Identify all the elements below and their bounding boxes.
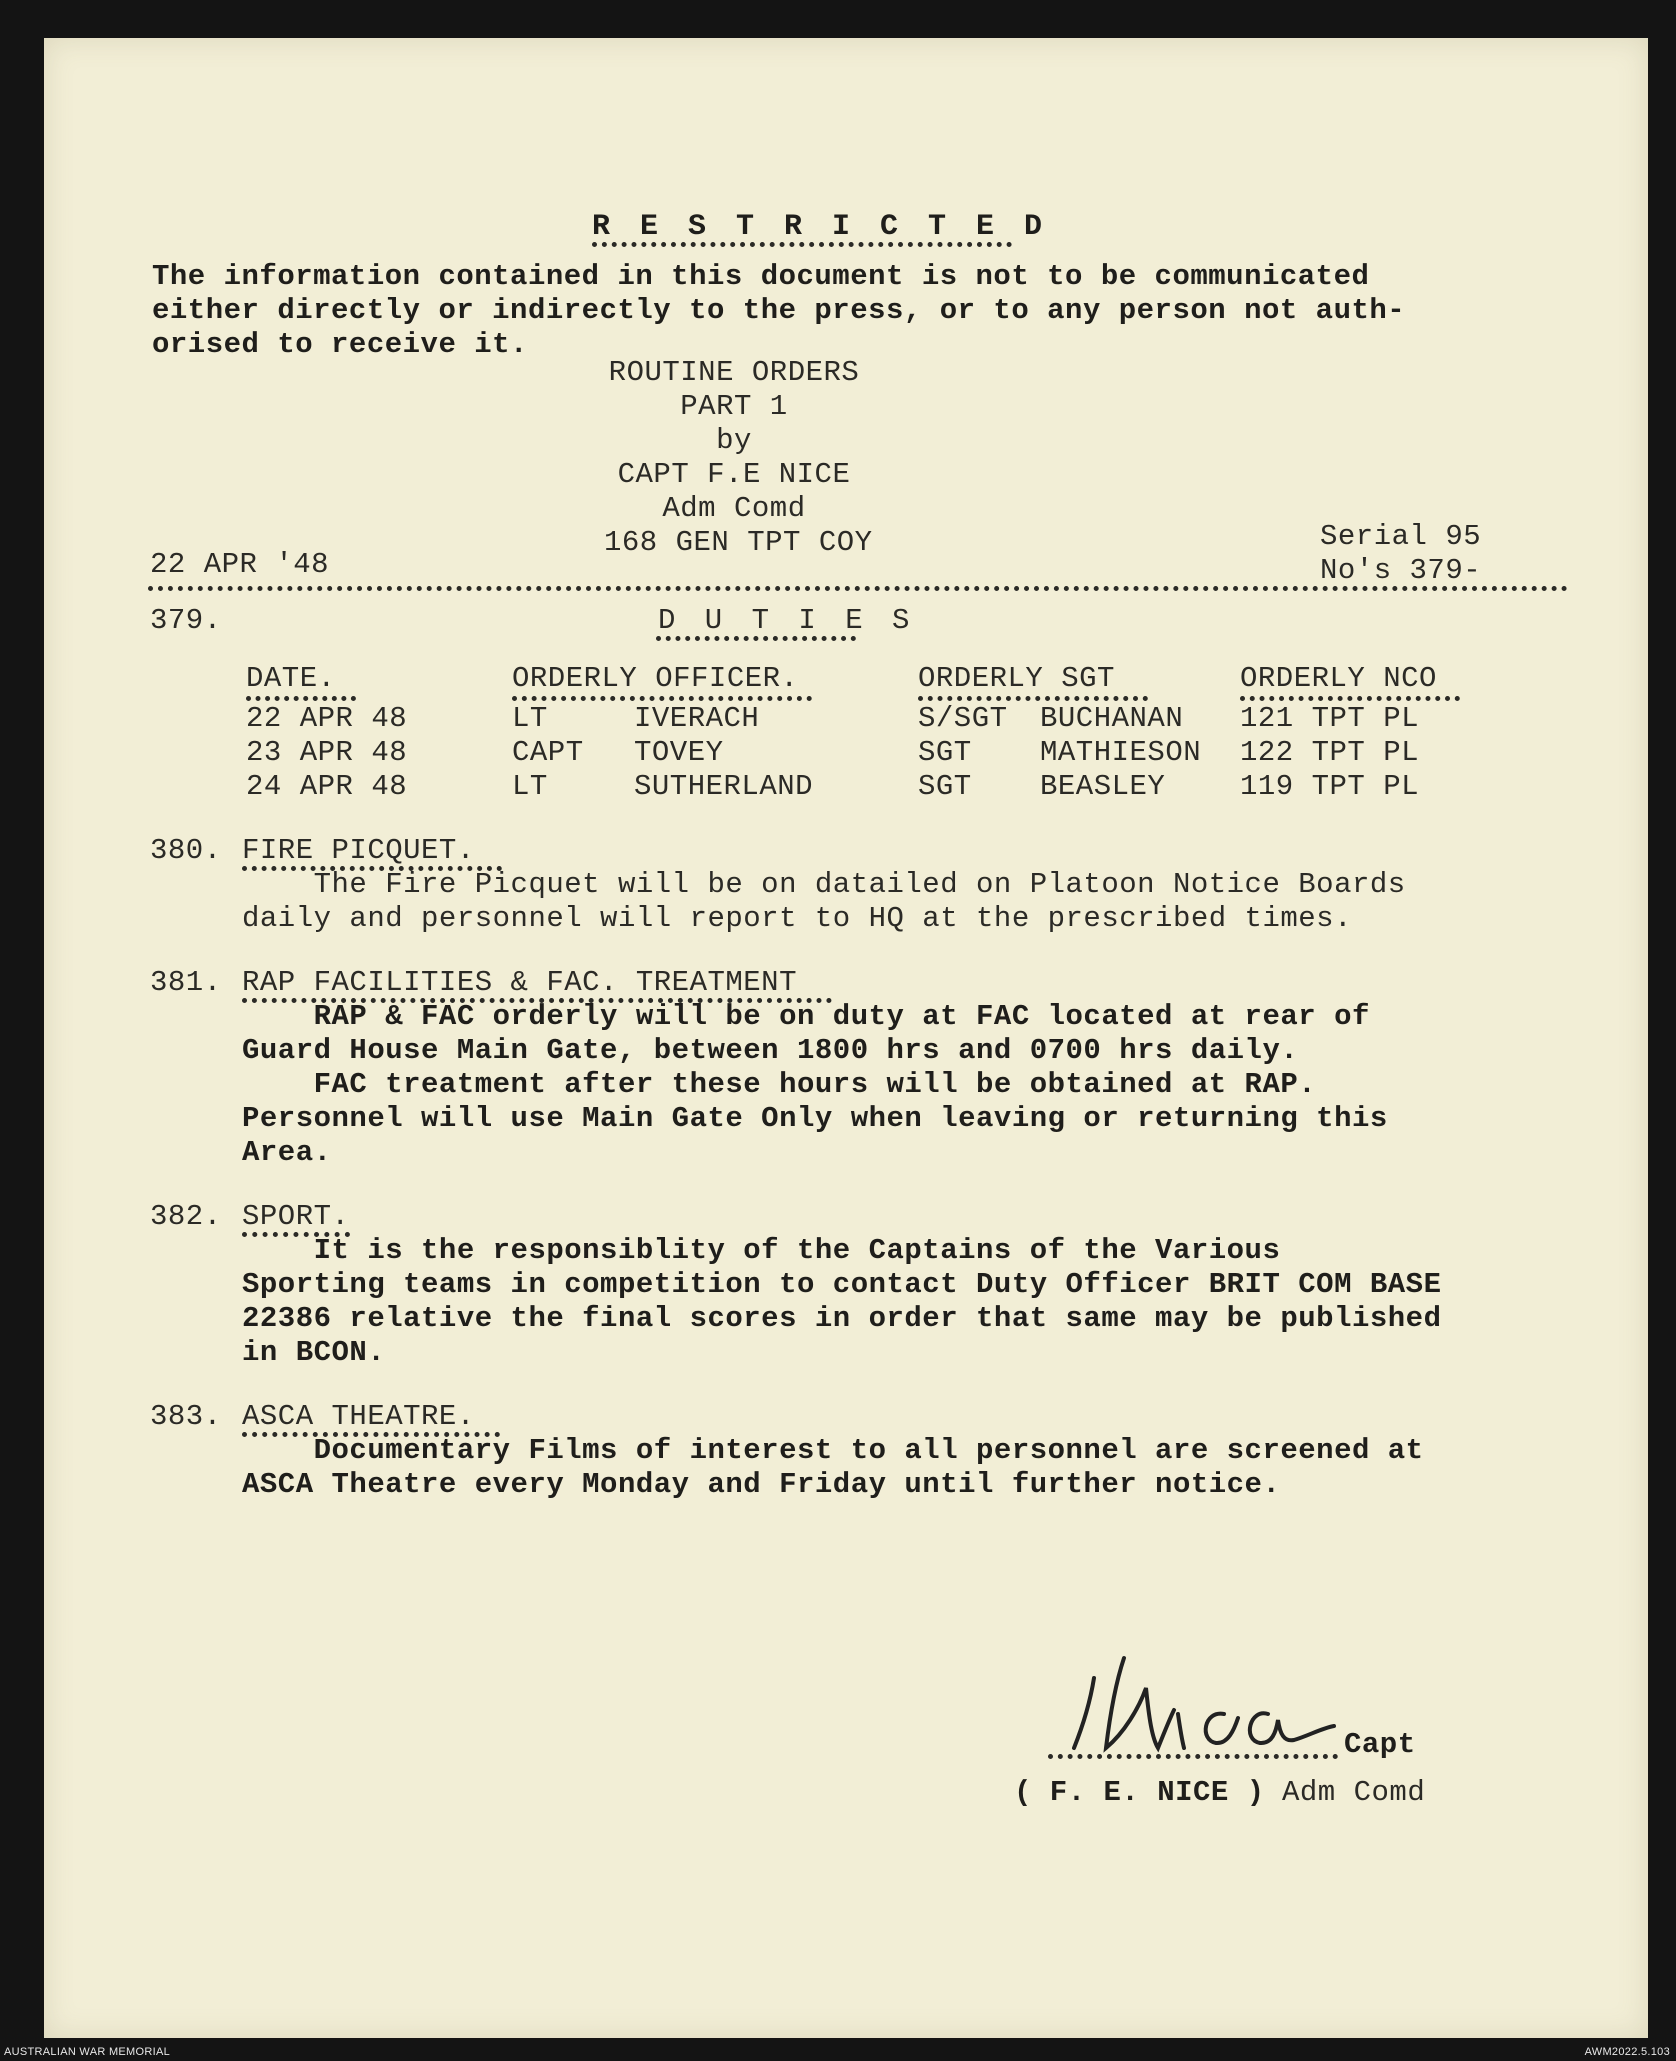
duty-officer-rank: LT [512,702,548,735]
duty-sgt-rank: S/SGT [918,702,1008,735]
item-heading-fire-picquet: FIRE PICQUET. [242,834,475,867]
order-date: 22 APR '48 [150,548,330,581]
item-text-line: Sporting teams in competition to contact Duty Officer BRIT COM BASE [242,1268,1442,1301]
signatory-appointment: Adm Comd [1282,1776,1426,1809]
title-routine-orders: ROUTINE ORDERS [608,356,860,389]
duty-date: 24 APR 48 [246,770,408,803]
title-unit: 168 GEN TPT COY [604,526,873,559]
item-heading-asca-theatre: ASCA THEATRE. [242,1400,475,1433]
item-text-line: FAC treatment after these hours will be obtained at RAP. [242,1068,1317,1101]
duty-sgt-name: BEASLEY [1040,770,1166,803]
item-number-379: 379. [150,604,222,637]
duty-nco: 119 TPT PL [1240,770,1420,803]
item-text-line: Guard House Main Gate, between 1800 hrs and 0700 hrs daily. [242,1034,1299,1067]
duty-date: 23 APR 48 [246,736,408,769]
column-underline-nco [1240,696,1460,701]
title-commander: CAPT F.E NICE [617,458,851,491]
archive-reference: AWM2022.5.103 [1584,2046,1670,2058]
item-heading-rap-facilities: RAP FACILITIES & FAC. TREATMENT [242,966,797,999]
warning-line-1: The information contained in this document is not to be communicated [152,260,1370,293]
duty-nco: 121 TPT PL [1240,702,1420,735]
signatory-name: ( F. E. NICE ) [1014,1776,1265,1809]
item-number-380: 380. [150,834,222,867]
item-text-line: ASCA Theatre every Monday and Friday until further notice. [242,1468,1281,1501]
item-text-line: Documentary Films of interest to all personnel are screened at [242,1434,1424,1467]
title-by: by [716,424,752,457]
duty-officer-rank: LT [512,770,548,803]
duty-date: 22 APR 48 [246,702,408,735]
handwritten-signature [1054,1648,1354,1768]
item-number-383: 383. [150,1400,222,1433]
serial-number: Serial 95 [1320,520,1482,553]
duty-sgt-name: BUCHANAN [1040,702,1184,735]
title-appointment: Adm Comd [662,492,806,525]
item-text-line: Personnel will use Main Gate Only when leaving or returning this [242,1102,1388,1135]
document-sheet [44,38,1648,2038]
title-part: PART 1 [680,390,788,423]
item-text-line: daily and personnel will report to HQ at the prescribed times. [242,902,1352,935]
column-header-orderly-officer: ORDERLY OFFICER. [512,662,799,695]
classification-underline [592,242,1012,247]
signature-line [1048,1754,1338,1759]
column-underline-date [246,696,356,701]
warning-line-2: either directly or indirectly to the press, or to any person not auth- [152,294,1406,327]
item-text-line: RAP & FAC orderly will be on duty at FAC located at rear of [242,1000,1370,1033]
classification-heading: R E S T R I C T E D [592,210,1049,244]
duty-officer-name: TOVEY [634,736,724,769]
column-header-orderly-nco: ORDERLY NCO [1240,662,1437,695]
header-separator [148,586,1568,591]
duty-officer-name: SUTHERLAND [634,770,814,803]
column-underline-officer [512,696,812,701]
duty-sgt-rank: SGT [918,770,972,803]
duties-underline [656,636,856,641]
duty-sgt-name: MATHIESON [1040,736,1202,769]
item-number-382: 382. [150,1200,222,1233]
duties-heading: D U T I E S [658,604,916,637]
duty-officer-rank: CAPT [512,736,584,769]
duty-officer-name: IVERACH [634,702,760,735]
item-number-381: 381. [150,966,222,999]
archive-credit: AUSTRALIAN WAR MEMORIAL [4,2046,171,2058]
signatory-rank: Capt [1344,1728,1416,1761]
item-text-line: Area. [242,1136,332,1169]
column-header-orderly-sgt: ORDERLY SGT [918,662,1115,695]
item-text-line: in BCON. [242,1336,386,1369]
column-header-date: DATE. [246,662,336,695]
duty-sgt-rank: SGT [918,736,972,769]
item-text-line: It is the responsiblity of the Captains of the Various [242,1234,1281,1267]
order-numbers: No's 379- [1320,554,1482,587]
item-text-line: 22386 relative the final scores in order that same may be published [242,1302,1442,1335]
warning-line-3: orised to receive it. [152,328,528,361]
column-underline-sgt [918,696,1148,701]
duty-nco: 122 TPT PL [1240,736,1420,769]
item-heading-sport: SPORT. [242,1200,350,1233]
item-text-line: The Fire Picquet will be on datailed on Platoon Notice Boards [242,868,1406,901]
